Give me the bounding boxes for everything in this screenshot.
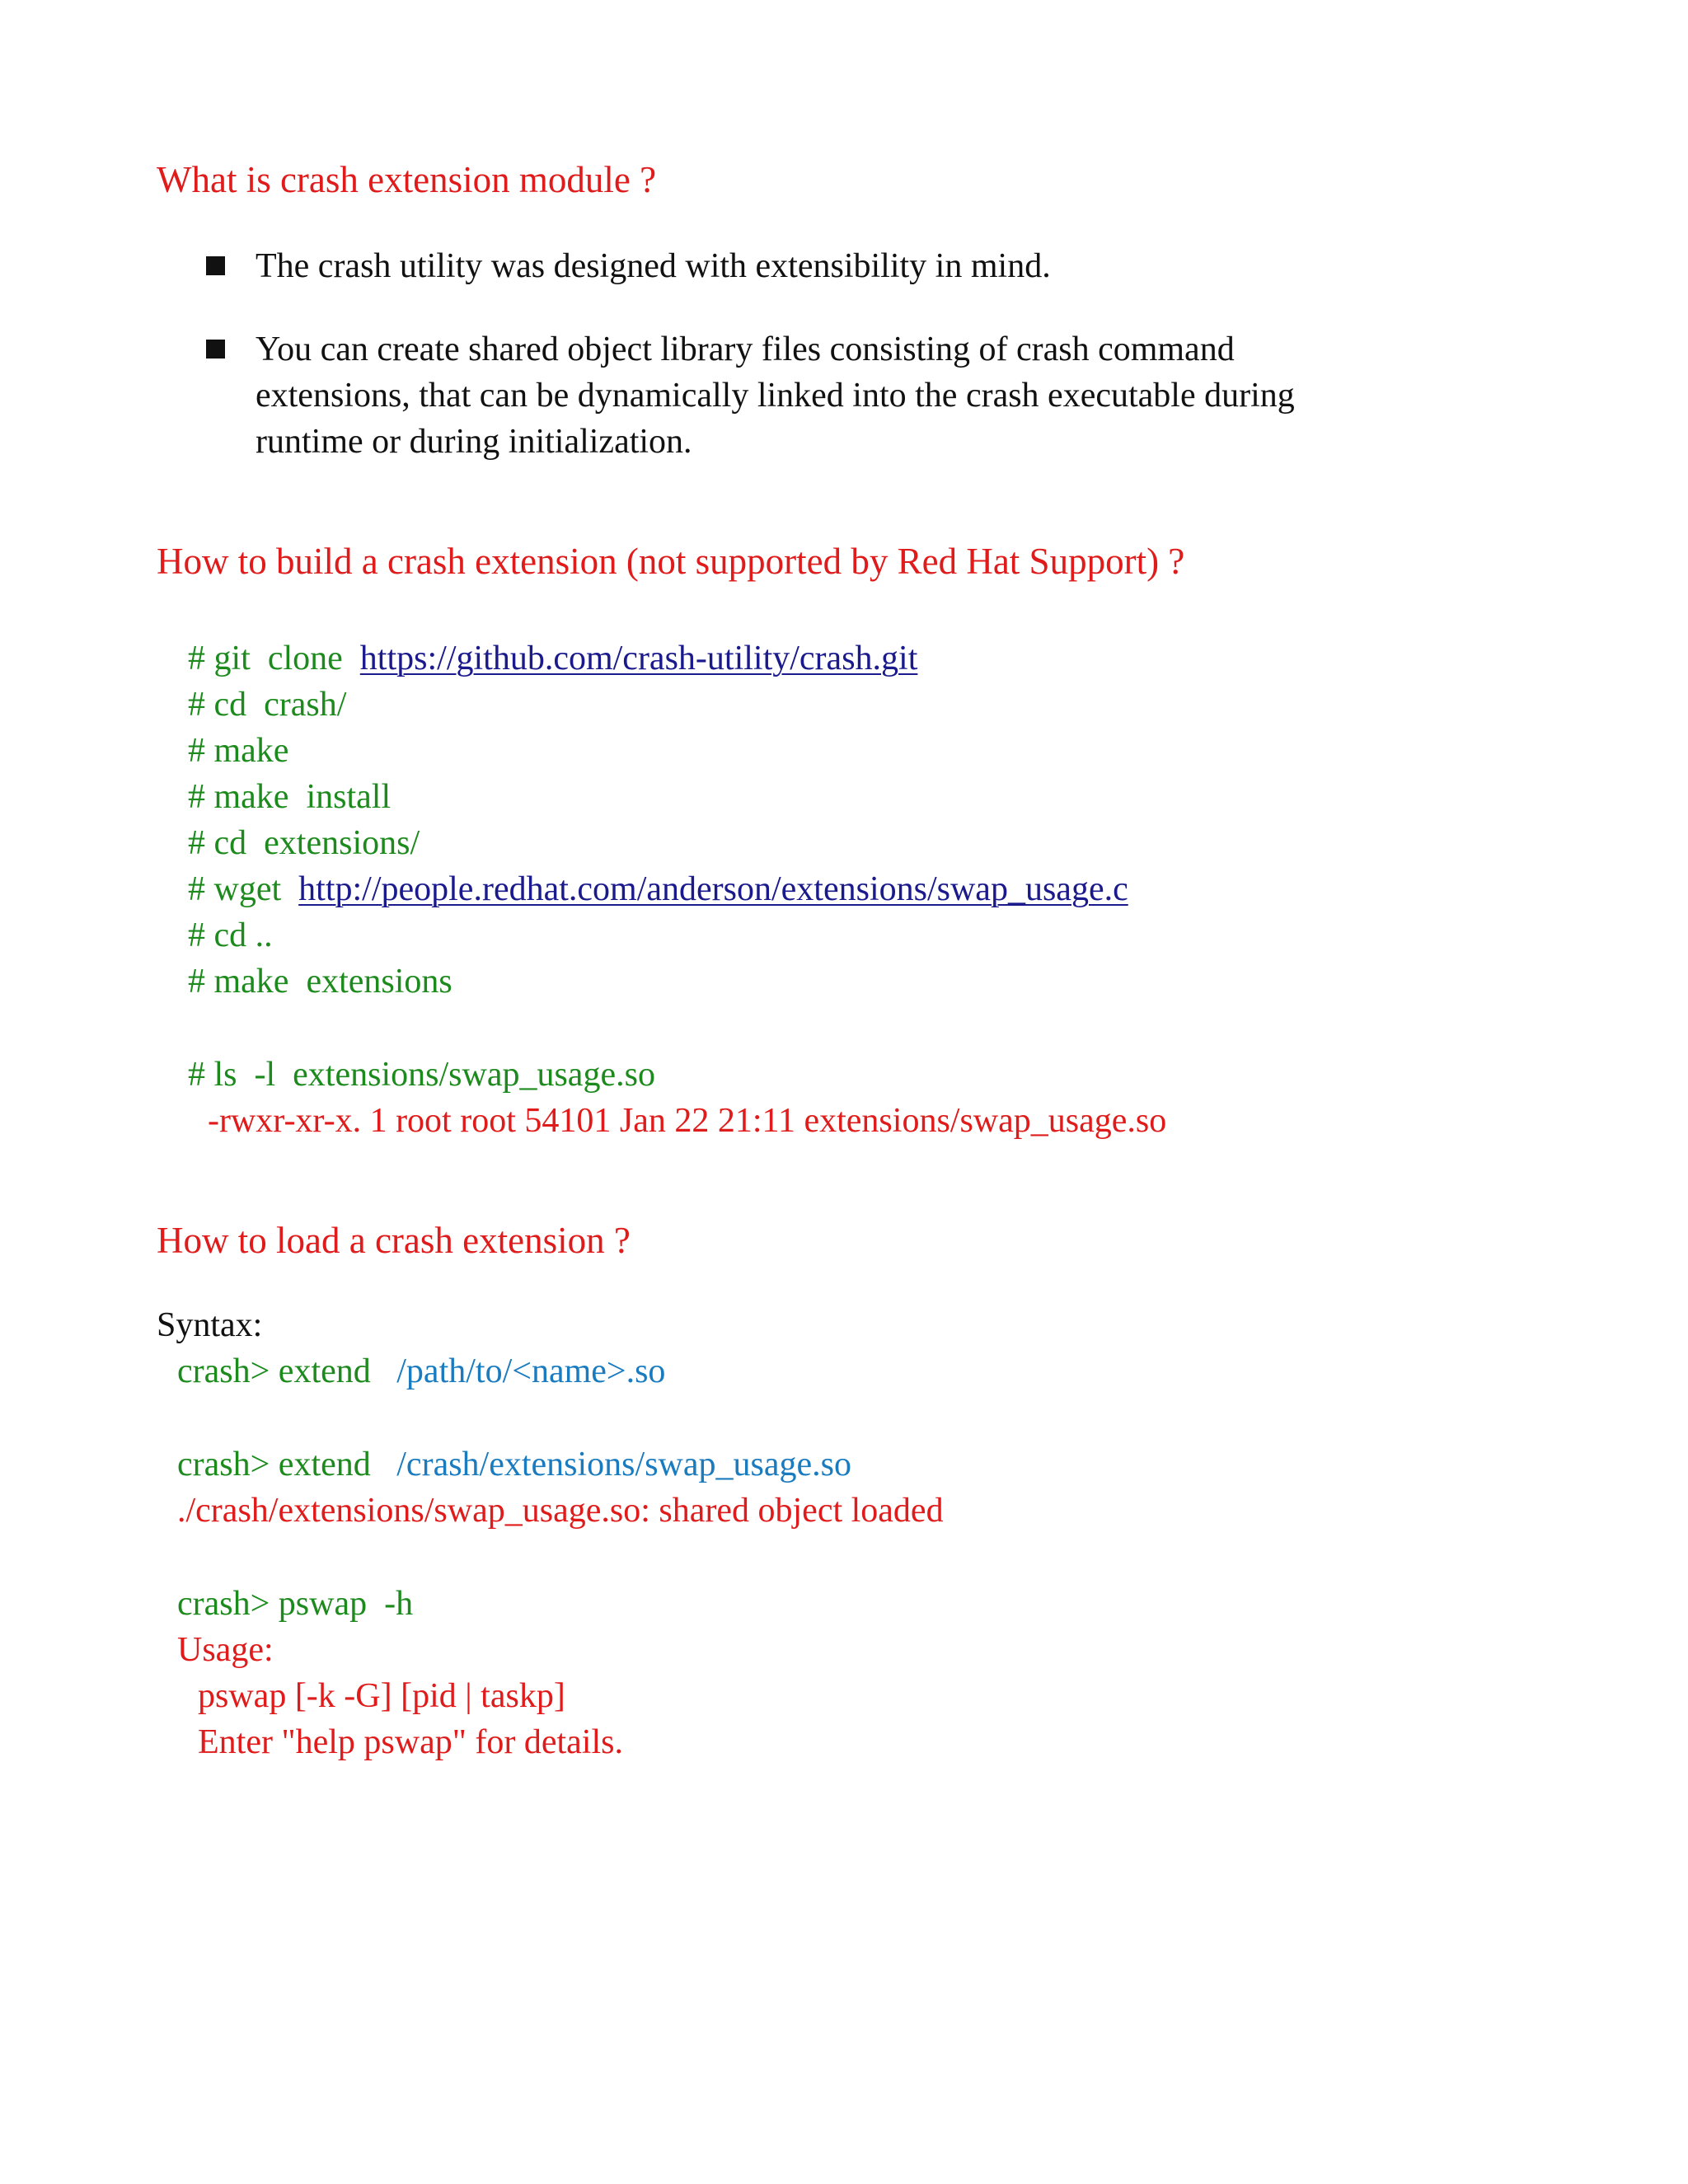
bullet-square-icon: [206, 256, 225, 275]
example-command-text: crash> extend: [177, 1446, 397, 1483]
cmd-git-clone-text: # git clone: [188, 640, 360, 677]
bullet-extensibility: The crash utility was designed with extensibility in mind.: [256, 247, 1051, 285]
bullet-shared-object-line1: You can create shared object library files consisting of crash command: [256, 330, 1235, 368]
cmd-make-extensions: # make extensions: [188, 963, 452, 1001]
heading-how-to-build: How to build a crash extension (not supported by Red Hat Support) ?: [157, 541, 1185, 582]
cmd-cd-up: # cd ..: [188, 916, 273, 954]
ls-output: -rwxr-xr-x. 1 root root 54101 Jan 22 21:11 extensions/swap_usage.so: [208, 1102, 1167, 1140]
example-output: ./crash/extensions/swap_usage.so: shared object loaded: [177, 1492, 944, 1530]
bullet-shared-object-line2: extensions, that can be dynamically linked into the crash executable during: [256, 377, 1295, 415]
cmd-cd-crash: # cd crash/: [188, 686, 347, 724]
example-path: /crash/extensions/swap_usage.so: [396, 1446, 851, 1483]
bullet-square-icon: [206, 340, 225, 359]
syntax-path: /path/to/<name>.so: [396, 1352, 666, 1390]
example-command: [177, 1447, 851, 1482]
cmd-wget-text: # wget: [188, 870, 299, 908]
syntax-label: Syntax:: [157, 1306, 263, 1344]
git-url-link[interactable]: https://github.com/crash-utility/crash.git: [359, 640, 918, 677]
cmd-wget: [188, 872, 1128, 907]
help-line: Enter "help pswap" for details.: [198, 1723, 623, 1761]
usage-line: pswap [-k -G] [pid | taskp]: [198, 1677, 565, 1715]
heading-what-is: What is crash extension module ?: [157, 159, 657, 200]
heading-how-to-load: How to load a crash extension ?: [157, 1220, 631, 1261]
syntax-command: [177, 1354, 665, 1389]
cmd-make: # make: [188, 732, 289, 770]
bullet-shared-object-line3: runtime or during initialization.: [256, 423, 692, 461]
cmd-make-install: # make install: [188, 778, 392, 816]
cmd-git-clone: [188, 641, 917, 676]
cmd-ls: # ls -l extensions/swap_usage.so: [188, 1056, 655, 1094]
usage-label: Usage:: [177, 1631, 274, 1669]
pswap-command: crash> pswap -h: [177, 1585, 414, 1623]
wget-url-link[interactable]: http://people.redhat.com/anderson/extensions/swap_usage.c: [298, 870, 1128, 908]
cmd-cd-extensions: # cd extensions/: [188, 824, 420, 862]
syntax-command-text: crash> extend: [177, 1352, 397, 1390]
